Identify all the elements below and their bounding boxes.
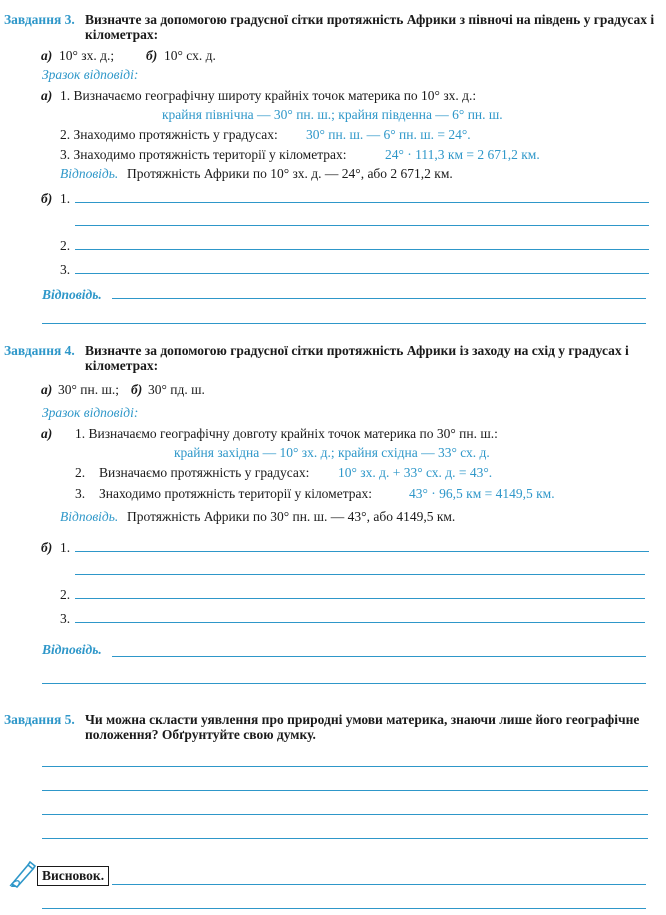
task4-a-letter: а) <box>41 426 53 441</box>
task4-label: Завдання 4. <box>4 343 75 358</box>
task4-option-b-value: 30° пд. ш. <box>148 382 205 397</box>
task3-sample-label: Зразок відповіді: <box>42 67 139 82</box>
task3-b-step1-line-2[interactable] <box>75 225 649 226</box>
task5-answer-line-1[interactable] <box>42 766 648 767</box>
task4-b-step2-line[interactable] <box>75 598 645 599</box>
task4-b-letter: б) <box>41 540 53 555</box>
task4-answer-text: Протяжність Африки по 30° пн. ш. — 43°, або 4149,5 км. <box>127 509 456 524</box>
task5-question: Чи можна скласти уявлення про природні умови материка, знаючи лише його географічне положення? Обґрунтуйте свою думку. <box>85 712 640 742</box>
task3-option-a-letter: а) <box>41 48 53 63</box>
task4-option-b-letter: б) <box>131 382 143 397</box>
task4-b-step3-line[interactable] <box>75 622 645 623</box>
task3-b-step1-num: 1. <box>60 191 71 206</box>
pencil-icon <box>8 860 38 888</box>
task3-b-step1-line[interactable] <box>75 202 649 203</box>
task4-step3-answer: 43° · 96,5 км = 4149,5 км. <box>409 486 555 501</box>
task3-step2-answer: 30° пн. ш. — 6° пн. ш. = 24°. <box>306 127 471 142</box>
task3-option-a-value: 10° зх. д.; <box>59 48 115 63</box>
task5-label: Завдання 5. <box>4 712 75 727</box>
conclusion-label: Висновок. <box>37 866 109 886</box>
task4-b-answer-label: Відповідь. <box>42 642 102 657</box>
conclusion-line-1[interactable] <box>112 884 646 885</box>
task4-b-step2-num: 2. <box>60 587 71 602</box>
task4-b-step1-line[interactable] <box>75 551 649 552</box>
task4-b-step3-num: 3. <box>60 611 71 626</box>
task4-b-step1-num: 1. <box>60 540 71 555</box>
task4-b-step1-line-2[interactable] <box>75 574 645 575</box>
task3-label: Завдання 3. <box>4 12 75 27</box>
task3-b-step3-num: 3. <box>60 262 71 277</box>
task3-b-step2-num: 2. <box>60 238 71 253</box>
task3-option-b-letter: б) <box>146 48 158 63</box>
task5-answer-line-3[interactable] <box>42 814 648 815</box>
task4-option-a-letter: а) <box>41 382 53 397</box>
task3-question: Визначте за допомогою градусної сітки протяжність Африки з півночі на південь у градусах і кілометрах: <box>85 12 655 42</box>
task4-step2: Визначаємо протяжність у градусах: <box>99 465 310 480</box>
task3-step3-answer: 24° · 111,3 км = 2 671,2 км. <box>385 147 540 162</box>
task3-step1-answer: крайня північна — 30° пн. ш.; крайня південна — 6° пн. ш. <box>162 107 503 122</box>
task4-step2-num: 2. <box>75 465 86 480</box>
task3-a-letter: а) <box>41 88 53 103</box>
task4-sample-label: Зразок відповіді: <box>42 405 139 420</box>
task4-step3-num: 3. <box>75 486 86 501</box>
task3-step1: 1. Визначаємо географічну широту крайніх точок материка по 10° зх. д.: <box>60 88 477 103</box>
task4-step1: 1. Визначаємо географічну довготу крайніх точок материка по 30° пн. ш.: <box>75 426 498 441</box>
task4-b-answer-line[interactable] <box>112 656 646 657</box>
task4-option-a-value: 30° пн. ш.; <box>58 382 119 397</box>
task4-question: Визначте за допомогою градусної сітки протяжність Африки із заходу на схід у градусах і кілометрах: <box>85 343 629 373</box>
task3-b-answer-line-2[interactable] <box>42 323 646 324</box>
task4-b-answer-line-2[interactable] <box>42 683 646 684</box>
task3-b-letter: б) <box>41 191 53 206</box>
task3-b-answer-label: Відповідь. <box>42 287 102 302</box>
task3-b-step2-line[interactable] <box>75 249 649 250</box>
task3-option-b-value: 10° сх. д. <box>164 48 216 63</box>
task3-answer-label: Відповідь. <box>60 166 119 181</box>
task5-answer-line-4[interactable] <box>42 838 648 839</box>
task4-step3: Знаходимо протяжність території у кілометрах: <box>99 486 373 501</box>
task3-step3: 3. Знаходимо протяжність території у кілометрах: <box>60 147 347 162</box>
task4-answer-label: Відповідь. <box>60 509 119 524</box>
conclusion-line-2[interactable] <box>42 908 646 909</box>
task5-answer-line-2[interactable] <box>42 790 648 791</box>
task4-step1-answer: крайня західна — 10° зх. д.; крайня східна — 33° сх. д. <box>174 445 490 460</box>
task3-b-answer-line[interactable] <box>112 298 646 299</box>
task4-step2-answer: 10° зх. д. + 33° сх. д. = 43°. <box>338 465 493 480</box>
task3-step2: 2. Знаходимо протяжність у градусах: <box>60 127 278 142</box>
task3-answer-text: Протяжність Африки по 10° зх. д. — 24°, або 2 671,2 км. <box>127 166 453 181</box>
task3-b-step3-line[interactable] <box>75 273 649 274</box>
